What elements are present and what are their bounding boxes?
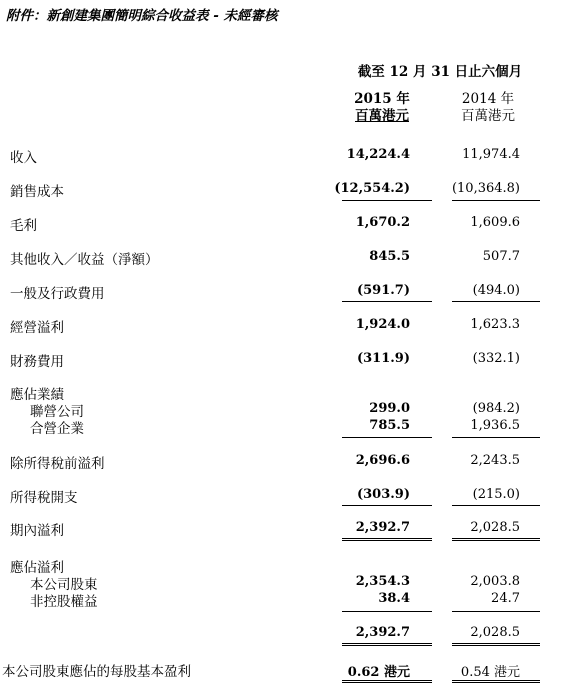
total-double-rule — [452, 643, 540, 646]
value-eps-2014: 0.54 港元 — [460, 665, 520, 680]
value-shareholders-2014: 2,003.8 — [470, 574, 520, 589]
page-title: 附件：新創建集團簡明綜合收益表 - 未經審核 — [6, 8, 278, 24]
value-total-2015: 2,392.7 — [355, 625, 410, 640]
value-cost-of-sales-2015: (12,554.2) — [334, 181, 410, 196]
value-tax-2015: (303.9) — [356, 487, 410, 502]
subtotal-rule — [342, 505, 432, 506]
total-double-rule — [342, 538, 432, 541]
value-gross-profit-2015: 1,670.2 — [355, 215, 410, 230]
row-label-share-of-results: 應佔業績 — [10, 387, 64, 403]
value-revenue-2014: 11,974.4 — [462, 147, 520, 162]
row-label-operating-profit: 經營溢利 — [10, 320, 64, 336]
period-header: 截至 12 月 31 日止六個月 — [357, 64, 523, 80]
value-associates-2014: (984.2) — [472, 401, 520, 416]
value-other-income-2015: 845.5 — [369, 249, 410, 264]
row-label-shareholders: 本公司股東 — [30, 577, 98, 593]
value-pbt-2014: 2,243.5 — [470, 453, 520, 468]
column-unit-2015: 百萬港元 — [355, 108, 409, 124]
value-finance-costs-2014: (332.1) — [472, 351, 520, 366]
row-label-ga-expenses: 一般及行政費用 — [10, 286, 105, 302]
value-finance-costs-2015: (311.9) — [356, 351, 410, 366]
value-nci-2015: 38.4 — [378, 591, 410, 606]
value-gross-profit-2014: 1,609.6 — [470, 215, 520, 230]
value-other-income-2014: 507.7 — [482, 249, 520, 264]
total-double-rule — [342, 643, 432, 646]
value-shareholders-2015: 2,354.3 — [355, 574, 410, 589]
value-pbt-2015: 2,696.6 — [355, 453, 410, 468]
row-label-nci: 非控股權益 — [30, 594, 98, 610]
row-label-gross-profit: 毛利 — [10, 218, 37, 234]
value-ga-expenses-2015: (591.7) — [356, 283, 410, 298]
value-associates-2015: 299.0 — [369, 401, 410, 416]
value-joint-ventures-2014: 1,936.5 — [470, 418, 520, 433]
row-label-joint-ventures: 合營企業 — [30, 421, 84, 437]
row-label-associates: 聯營公司 — [30, 404, 84, 420]
subtotal-rule — [452, 611, 540, 612]
value-profit-for-period-2014: 2,028.5 — [470, 520, 520, 535]
column-year-2015: 2015 年 — [354, 91, 410, 107]
value-joint-ventures-2015: 785.5 — [369, 418, 410, 433]
total-double-rule — [452, 680, 540, 683]
value-cost-of-sales-2014: (10,364.8) — [451, 181, 520, 196]
value-operating-profit-2014: 1,623.3 — [470, 317, 520, 332]
column-unit-2014: 百萬港元 — [461, 108, 515, 124]
column-header-2014 — [430, 91, 546, 125]
value-eps-2015: 0.62 港元 — [347, 665, 410, 680]
subtotal-rule — [452, 301, 540, 302]
total-double-rule — [342, 680, 432, 683]
row-label-cost-of-sales: 銷售成本 — [10, 184, 64, 200]
subtotal-rule — [342, 611, 432, 612]
value-profit-for-period-2015: 2,392.7 — [355, 520, 410, 535]
row-label-pbt: 除所得稅前溢利 — [10, 456, 105, 472]
value-nci-2014: 24.7 — [491, 591, 520, 606]
subtotal-rule — [342, 301, 432, 302]
subtotal-rule — [342, 437, 432, 438]
row-label-other-income: 其他收入／收益（淨額） — [10, 252, 159, 268]
total-double-rule — [452, 538, 540, 541]
row-label-attributable: 應佔溢利 — [10, 560, 64, 576]
row-label-profit-for-period: 期內溢利 — [10, 523, 64, 539]
row-label-finance-costs: 財務費用 — [10, 354, 64, 370]
row-label-revenue: 收入 — [10, 150, 37, 166]
subtotal-rule — [452, 437, 540, 438]
column-header-2015 — [324, 91, 440, 125]
column-year-2014: 2014 年 — [461, 91, 515, 107]
subtotal-rule — [342, 200, 432, 201]
value-total-2014: 2,028.5 — [470, 625, 520, 640]
subtotal-rule — [452, 505, 540, 506]
value-tax-2014: (215.0) — [472, 487, 520, 502]
value-operating-profit-2015: 1,924.0 — [355, 317, 410, 332]
value-ga-expenses-2014: (494.0) — [472, 283, 520, 298]
row-label-tax: 所得稅開支 — [10, 490, 78, 506]
subtotal-rule — [452, 200, 540, 201]
row-label-eps: 本公司股東應佔的每股基本盈利 — [2, 664, 191, 680]
value-revenue-2015: 14,224.4 — [346, 147, 410, 162]
